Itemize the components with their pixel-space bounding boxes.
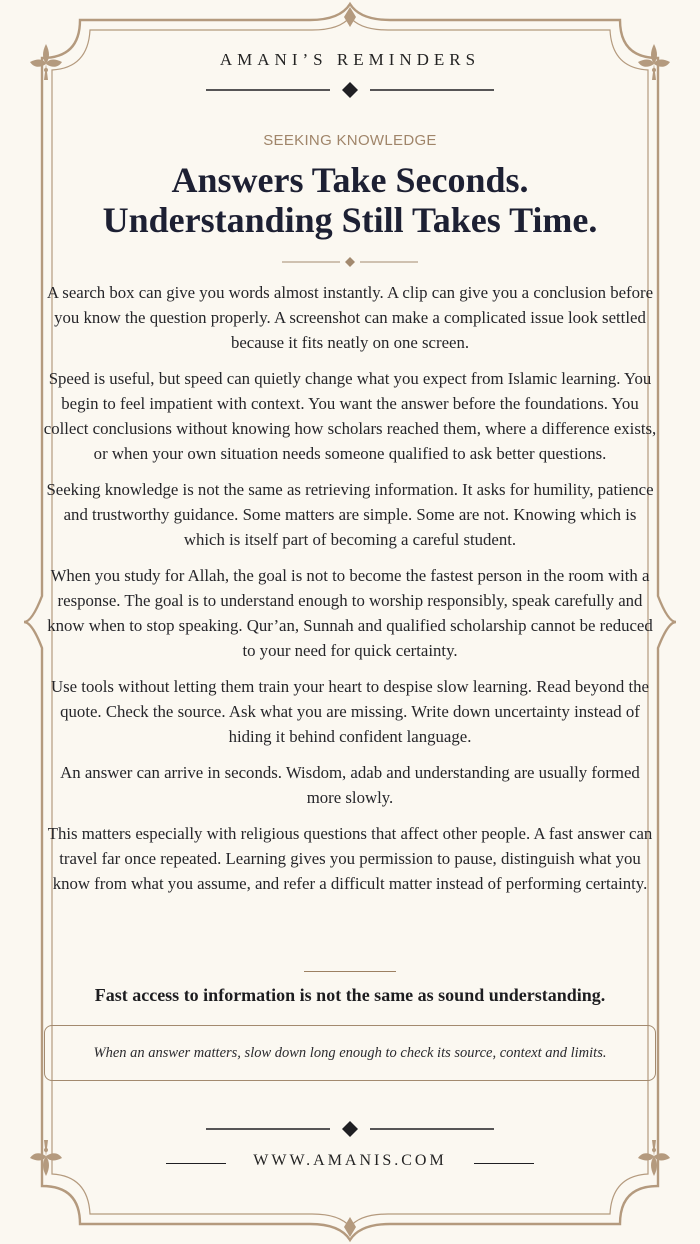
paragraph: Seeking knowledge is not the same as retrieving information. It asks for humility, patience and trustworthy guidance. Some matters are simple. Some are not. Knowing which is which is itself part of becoming a careful student. [46, 480, 654, 549]
takeaway-divider [304, 971, 396, 972]
section-kicker: SEEKING KNOWLEDGE [263, 132, 437, 149]
website-line-right [474, 1163, 534, 1164]
footer-divider [206, 1118, 494, 1140]
title-line-2: Understanding Still Takes Time. [102, 200, 598, 240]
header-divider [206, 79, 494, 101]
article-body [42, 280, 658, 907]
footer-website-row [0, 1152, 700, 1176]
diamond-icon [345, 257, 355, 267]
key-takeaway: Fast access to information is not the same as sound understanding. [94, 985, 606, 1005]
paragraph: When you study for Allah, the goal is not to become the fastest person in the room with a response. The goal is to understand enough to worship responsibly, speak carefully and know when to stop speaking. Qur’an, Sunnah and qualified scholarship cannot be reduced to your need for quick certainty. [47, 566, 653, 660]
diamond-icon [342, 82, 358, 98]
paragraph: A search box can give you words almost instantly. A clip can give you a conclusion before you know the question properly. A screenshot can make a complicated issue look settled because it fits neatly on one screen. [46, 283, 654, 352]
page-title [60, 160, 640, 240]
reminder-note-box [44, 1025, 656, 1081]
paragraph: This matters especially with religious questions that affect other people. A fast answer can travel far once repeated. Learning gives you permission to pause, distinguish what you know from what you assume, and refer a difficult matter instead of performing certainty. [47, 824, 653, 893]
reminder-note: When an answer matters, slow down long enough to check its source, context and limits. [93, 1045, 607, 1061]
brand-title: AMANI’S REMINDERS [219, 50, 481, 69]
title-line-1: Answers Take Seconds. [171, 160, 529, 200]
website-link[interactable]: WWW.AMANIS.COM [253, 1152, 447, 1169]
title-divider [282, 254, 418, 270]
diamond-icon [342, 1121, 358, 1137]
paragraph: Speed is useful, but speed can quietly change what you expect from Islamic learning. You begin to feel impatient with context. You want the answer before the foundations. You collect conclusions without knowing how scholars reached them, where a difference exists, or when your own situation needs someone qualified to ask better questions. [43, 369, 657, 463]
paragraph: Use tools without letting them train your heart to despise slow learning. Read beyond the quote. Check the source. Ask what you are missing. Write down uncertainty instead of hiding it behind confident language. [51, 677, 649, 746]
paragraph: An answer can arrive in seconds. Wisdom, adab and understanding are usually formed more slowly. [60, 763, 640, 807]
